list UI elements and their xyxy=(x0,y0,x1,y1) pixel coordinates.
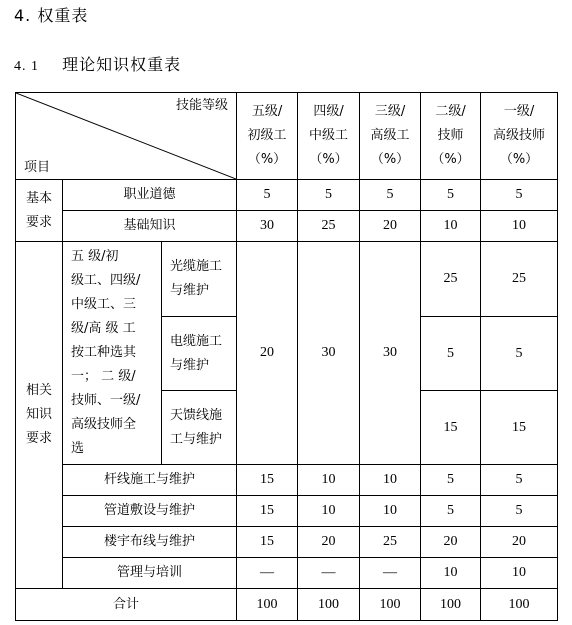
value-cell: 5 xyxy=(421,496,481,527)
grade-axis-label: 技能等级 xyxy=(176,98,229,113)
value-cell: 10 xyxy=(481,211,558,242)
value-cell: 15 xyxy=(237,465,298,496)
grade-header-1: 一级/ 高级技师 （%） xyxy=(481,93,558,180)
value-cell: 10 xyxy=(421,558,481,589)
table-row xyxy=(16,527,558,558)
row-label: 楼宇布线与维护 xyxy=(63,527,237,558)
header-row xyxy=(16,93,558,180)
total-label: 合计 xyxy=(16,589,237,621)
value-cell: 15 xyxy=(481,391,558,465)
value-cell: 20 xyxy=(421,527,481,558)
value-cell: 25 xyxy=(360,527,421,558)
value-cell: 20 xyxy=(298,527,360,558)
row-label: 管道敷设与维护 xyxy=(63,496,237,527)
value-cell: 20 xyxy=(481,527,558,558)
subsection-heading xyxy=(14,52,181,75)
value-cell: 25 xyxy=(481,242,558,317)
basic-requirements-label: 基本 要求 xyxy=(16,180,63,242)
value-cell: 20 xyxy=(360,211,421,242)
value-cell: 100 xyxy=(421,589,481,621)
value-cell: 100 xyxy=(237,589,298,621)
grade-header-2: 二级/ 技师 （%） xyxy=(421,93,481,180)
table-row xyxy=(16,211,558,242)
value-cell: — xyxy=(298,558,360,589)
subsection-number: 4. 1 xyxy=(14,59,39,74)
value-cell: 5 xyxy=(481,180,558,211)
specialty-label: 天馈线施 工与维护 xyxy=(162,391,237,465)
table-row xyxy=(16,496,558,527)
value-cell: 20 xyxy=(237,242,298,465)
total-row xyxy=(16,589,558,621)
value-cell: 25 xyxy=(298,211,360,242)
value-cell: — xyxy=(360,558,421,589)
specialty-label: 光缆施工 与维护 xyxy=(162,242,237,317)
value-cell: 25 xyxy=(421,242,481,317)
selection-note: 五 级/初 级工、四级/ 中级工、三 级/高 级 工 按工种选其 一； 二 级/ 技师、一级/ 高级技师全 选 xyxy=(63,242,162,465)
table-row xyxy=(16,465,558,496)
subsection-title: 理论知识权重表 xyxy=(62,55,182,74)
section-heading: 4. 权重表 xyxy=(14,6,89,25)
value-cell: 30 xyxy=(237,211,298,242)
item-axis-label: 项目 xyxy=(24,160,51,175)
related-knowledge-label: 相关 知识 要求 xyxy=(16,242,63,589)
grade-header-3: 三级/ 高级工 （%） xyxy=(360,93,421,180)
value-cell: 5 xyxy=(481,465,558,496)
specialty-label: 电缆施工 与维护 xyxy=(162,317,237,391)
row-label: 基础知识 xyxy=(63,211,237,242)
value-cell: 5 xyxy=(421,317,481,391)
row-label: 职业道德 xyxy=(63,180,237,211)
theory-weight-table xyxy=(15,92,558,621)
value-cell: 100 xyxy=(481,589,558,621)
value-cell: 10 xyxy=(360,465,421,496)
value-cell: 10 xyxy=(298,496,360,527)
value-cell: 5 xyxy=(421,180,481,211)
value-cell: 5 xyxy=(421,465,481,496)
value-cell: 5 xyxy=(298,180,360,211)
value-cell: 10 xyxy=(298,465,360,496)
row-label: 杆线施工与维护 xyxy=(63,465,237,496)
grade-header-4: 四级/ 中级工 （%） xyxy=(298,93,360,180)
corner-cell xyxy=(16,93,237,180)
value-cell: — xyxy=(237,558,298,589)
value-cell: 10 xyxy=(481,558,558,589)
value-cell: 5 xyxy=(481,317,558,391)
value-cell: 5 xyxy=(360,180,421,211)
value-cell: 30 xyxy=(298,242,360,465)
value-cell: 100 xyxy=(360,589,421,621)
value-cell: 5 xyxy=(481,496,558,527)
value-cell: 100 xyxy=(298,589,360,621)
value-cell: 15 xyxy=(237,496,298,527)
value-cell: 10 xyxy=(421,211,481,242)
value-cell: 15 xyxy=(237,527,298,558)
value-cell: 5 xyxy=(237,180,298,211)
grade-header-5: 五级/ 初级工 （%） xyxy=(237,93,298,180)
table-row xyxy=(16,180,558,211)
value-cell: 15 xyxy=(421,391,481,465)
row-label: 管理与培训 xyxy=(63,558,237,589)
value-cell: 10 xyxy=(360,496,421,527)
value-cell: 30 xyxy=(360,242,421,465)
table-row xyxy=(16,558,558,589)
table-row xyxy=(16,242,558,317)
